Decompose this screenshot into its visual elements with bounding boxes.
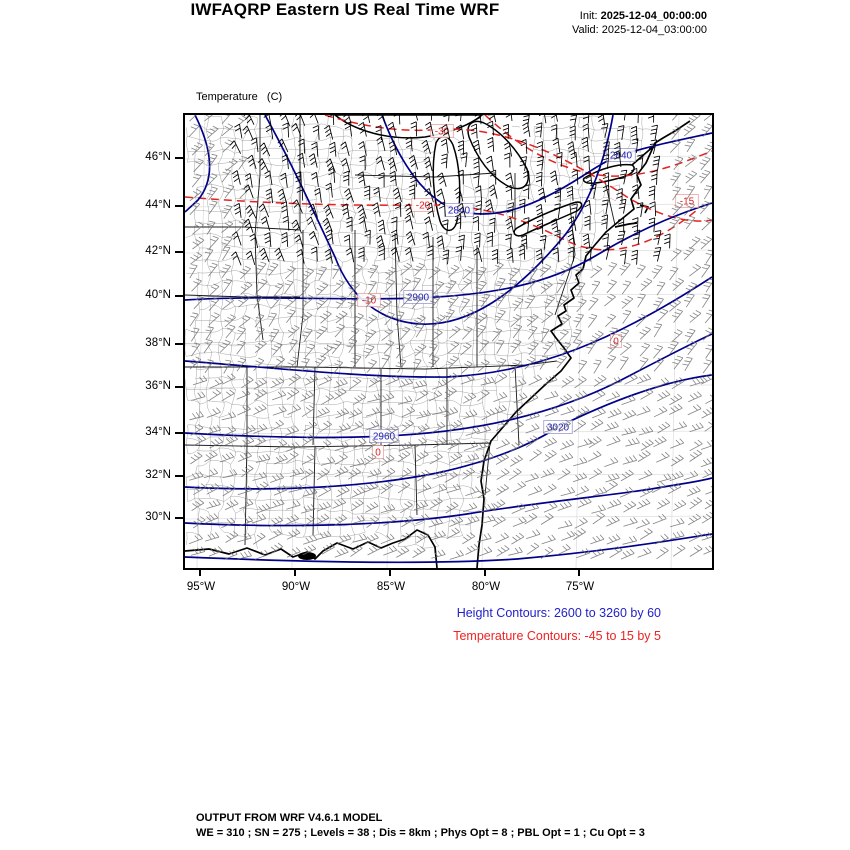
lat-label: 32°N: [145, 469, 171, 481]
lat-label: 38°N: [145, 337, 171, 349]
lon-tick: [484, 568, 486, 576]
lon-label: 75°W: [565, 581, 595, 593]
valid-line: [572, 23, 707, 37]
lon-tick: [389, 568, 391, 576]
page-title: IWFAQRP Eastern US Real Time WRF: [190, 0, 500, 19]
height-contour-label: 3020: [546, 422, 570, 434]
weather-map: [185, 115, 712, 568]
lat-label: 34°N: [145, 426, 171, 438]
lat-tick: [175, 251, 183, 253]
state-borders: [185, 115, 615, 545]
lat-tick: [175, 432, 183, 434]
model-info-line1: OUTPUT FROM WRF V4.6.1 MODEL: [196, 812, 383, 824]
init-line: [572, 9, 707, 23]
lon-label: 90°W: [281, 581, 311, 593]
temperature-contour-label: 0: [375, 447, 381, 459]
init-label: Init:: [579, 10, 598, 22]
lat-label: 42°N: [145, 245, 171, 257]
great-lake: [335, 115, 482, 138]
init-value: 2025-12-04_00:00:00: [600, 10, 707, 22]
lat-tick: [175, 517, 183, 519]
lat-tick: [175, 295, 183, 297]
temperature-contour-label: -15: [679, 196, 695, 208]
height-contour-label: 2900: [406, 292, 430, 304]
init-valid-block: [572, 9, 707, 37]
lat-tick: [175, 386, 183, 388]
valid-value: 2025-12-04_03:00:00: [601, 24, 707, 36]
height-contour-label: 2840: [447, 205, 471, 217]
lat-tick: [175, 343, 183, 345]
height-contour-label: 2960: [372, 431, 396, 443]
lon-tick: [578, 568, 580, 576]
temperature-contour-label: 0: [613, 336, 619, 348]
lat-label: 46°N: [145, 151, 171, 163]
height-contours-caption: Height Contours: 2600 to 3260 by 60: [456, 606, 661, 620]
map-panel: [183, 113, 714, 570]
lat-label: 36°N: [145, 380, 171, 392]
model-info-line2: WE = 310 ; SN = 275 ; Levels = 38 ; Dis = 8km ; Phys Opt = 8 ; PBL Opt = 1 ; Cu Opt = 3: [196, 826, 645, 839]
lon-tick: [294, 568, 296, 576]
temperature-contours-caption: Temperature Contours: -45 to 15 by 5: [453, 629, 661, 643]
lat-tick: [175, 205, 183, 207]
lat-label: 30°N: [145, 511, 171, 523]
temperature-contour-label: -30: [434, 126, 450, 138]
height-contour-label: 2840: [609, 150, 633, 162]
lon-label: 95°W: [186, 581, 216, 593]
temperature-contour-label: -10: [361, 295, 377, 307]
lon-tick: [199, 568, 201, 576]
lon-label: 85°W: [376, 581, 406, 593]
model-info-footer: [196, 811, 645, 840]
lat-tick: [175, 157, 183, 159]
lon-label: 80°W: [471, 581, 501, 593]
lat-label: 40°N: [145, 289, 171, 301]
temperature-contour-label: -20: [415, 200, 431, 212]
lat-tick: [175, 475, 183, 477]
lat-label: 44°N: [145, 199, 171, 211]
legend-temperature: Temperature (C): [196, 91, 283, 103]
valid-label: Valid:: [572, 24, 599, 36]
